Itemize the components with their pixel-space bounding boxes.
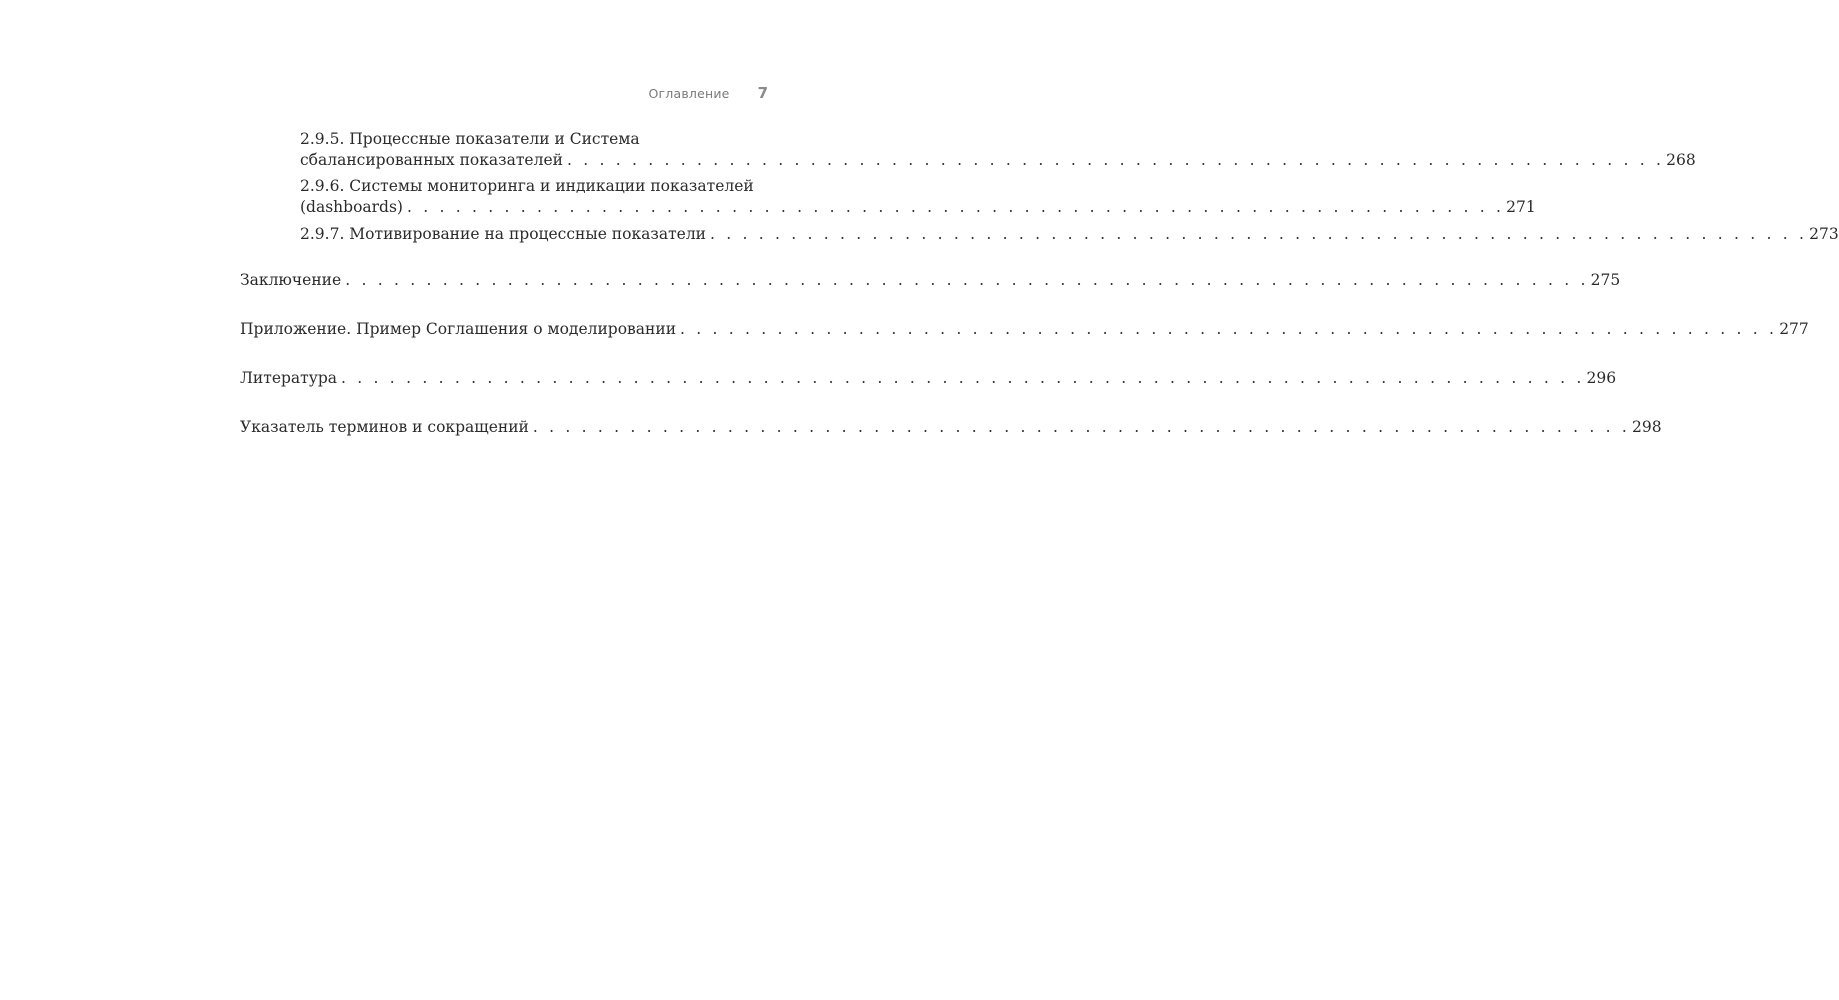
- toc-entry-conclusion: [240, 270, 1621, 291]
- toc-entry-index: [240, 417, 1662, 438]
- toc-entry-page: 268: [1666, 151, 1696, 169]
- toc-entry-line: [300, 150, 1696, 171]
- toc-entry-page: 275: [1590, 271, 1621, 289]
- toc-entry-first-line: 2.9.6. Системы мониторинга и индикации показателей: [300, 177, 754, 195]
- dot-leader: . . . . . . . . . . . . . . . . . . . . . . . . . . . . . . . . . . . . . . . . . . . . . . . . . . . . . . . . . . . . . . . . . . . .: [710, 225, 1808, 243]
- dot-leader: . . . . . . . . . . . . . . . . . . . . . . . . . . . . . . . . . . . . . . . . . . . . . . . . . . . . . . . . . . . . . . . . . . . .: [532, 418, 1631, 436]
- toc-entry-2-9-5: [300, 129, 1696, 171]
- toc-entry-title: Литература: [240, 369, 338, 387]
- toc-entry-title: Приложение. Пример Соглашения о моделировании: [240, 320, 677, 338]
- running-head: [560, 84, 768, 106]
- toc-entry-2-9-7: [300, 224, 1839, 245]
- toc-entry-appendix: [240, 319, 1809, 340]
- toc-entry-title: сбалансированных показателей: [300, 151, 563, 169]
- toc-entry-line: [240, 270, 1621, 291]
- dot-leader: . . . . . . . . . . . . . . . . . . . . . . . . . . . . . . . . . . . . . . . . . . . . . . . . . . . . . . . . . . . . . . . . . . . .: [566, 151, 1665, 169]
- toc-entry-page: 296: [1586, 369, 1617, 387]
- dot-leader: . . . . . . . . . . . . . . . . . . . . . . . . . . . . . . . . . . . . . . . . . . . . . . . . . . . . . . . . . . . . . . . . . . . .: [406, 198, 1505, 216]
- toc-entry-first-line: 2.9.5. Процессные показатели и Система: [300, 130, 640, 148]
- toc-entry-page: 271: [1506, 198, 1536, 216]
- running-head-section: Оглавление: [648, 86, 730, 101]
- toc-entry-page: 277: [1779, 320, 1809, 338]
- toc-entry-line: [300, 197, 1536, 218]
- toc-entry-line: [240, 319, 1809, 340]
- toc-entry-title: (dashboards): [300, 198, 403, 216]
- page-number: 7: [757, 84, 768, 102]
- dot-leader: . . . . . . . . . . . . . . . . . . . . . . . . . . . . . . . . . . . . . . . . . . . . . . . . . . . . . . . . . . . . . . . . . . . .: [680, 320, 1778, 338]
- toc-entry-literature: [240, 368, 1617, 389]
- toc-entry-page: 273: [1809, 225, 1839, 243]
- toc-entry-title: Указатель терминов и сокращений: [240, 418, 529, 436]
- toc-entry-title: 2.9.7. Мотивирование на процессные показатели: [300, 225, 707, 243]
- toc-entry-title: Заключение: [240, 271, 342, 289]
- dot-leader: . . . . . . . . . . . . . . . . . . . . . . . . . . . . . . . . . . . . . . . . . . . . . . . . . . . . . . . . . . . . . . . . . . . . . . . . . . . . .: [341, 369, 1585, 387]
- toc-entry-line: [300, 224, 1839, 245]
- toc-entry-line: [240, 368, 1617, 389]
- toc-entry-page: 298: [1632, 418, 1662, 436]
- toc-entry-line: [240, 417, 1662, 438]
- dot-leader: . . . . . . . . . . . . . . . . . . . . . . . . . . . . . . . . . . . . . . . . . . . . . . . . . . . . . . . . . . . . . . . . . . . . . . . . . . . . .: [345, 271, 1589, 289]
- toc-entry-2-9-6: [300, 176, 1536, 218]
